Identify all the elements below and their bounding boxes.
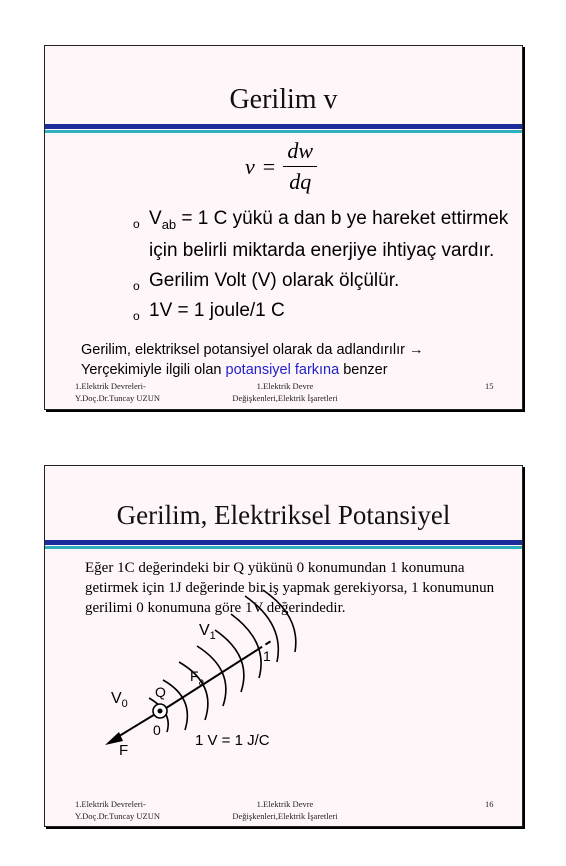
unit-equation: 1 V = 1 J/C bbox=[195, 732, 270, 749]
page-number: 15 bbox=[485, 381, 494, 391]
slide-title: Gerilim, Elektriksel Potansiyel bbox=[116, 500, 451, 530]
bullet-item bbox=[133, 268, 513, 294]
potential-difference-link[interactable]: potansiyel farkına bbox=[225, 362, 340, 378]
arc bbox=[231, 614, 261, 678]
slide-16 bbox=[44, 465, 523, 827]
slide-15 bbox=[44, 45, 523, 410]
bullet-circle-icon: o bbox=[133, 278, 140, 293]
page-number: 16 bbox=[485, 799, 494, 809]
equipotential-arcs bbox=[149, 590, 296, 732]
label-position-0: 0 bbox=[153, 722, 161, 738]
bullet-text: 1V = 1 joule/1 C bbox=[149, 299, 285, 321]
definition-paragraph: Eğer 1C değerindeki bir Q yükünü 0 konumundan 1 konumuna getirmek için 1J değerinde bir iş yapmak gerekiyorsa, 1 konumunun gerilimi 0 konumuna göre 1V değerindedir. bbox=[85, 560, 495, 616]
formula-numerator: dw bbox=[287, 138, 314, 163]
label-v0: $V_0$ bbox=[111, 690, 128, 711]
footer-author: 1.Elektrik Devreleri- Y.Doç.Dr.Tuncay UZUN bbox=[75, 381, 160, 403]
note-line-1: Gerilim, elektriksel potansiyel olarak da adlandırılır → bbox=[81, 342, 424, 358]
arc bbox=[163, 680, 187, 730]
slide-title: Gerilim v bbox=[229, 84, 338, 115]
bullet-text: Gerilim Volt (V) olarak ölçülür. bbox=[149, 269, 400, 291]
label-fa: $F_a$ bbox=[190, 668, 205, 688]
label-f: F bbox=[119, 742, 129, 759]
bullet-circle-icon: o bbox=[133, 217, 140, 231]
charge-dot bbox=[158, 709, 163, 714]
bullet-list bbox=[133, 206, 513, 328]
bullet-circle-icon: o bbox=[133, 308, 140, 323]
label-v1: $V_1$ bbox=[199, 622, 216, 643]
formula-denominator: dq bbox=[289, 169, 312, 194]
formula-equals: = bbox=[262, 153, 276, 179]
label-q: Q bbox=[155, 684, 166, 700]
slide-note bbox=[81, 340, 521, 380]
footer-author: 1.Elektrik Devreleri- Y.Doç.Dr.Tuncay UZUN bbox=[75, 799, 160, 821]
footer-course: 1.Elektrik Devre Değişkenleri,Elektrik İşaretleri bbox=[232, 381, 338, 403]
potential-diagram bbox=[45, 466, 524, 828]
title-underline-blue bbox=[45, 124, 522, 129]
bullet-item bbox=[133, 298, 513, 324]
note-line-2: Yerçekimiyle ilgili olan potansiyel farkına benzer bbox=[81, 362, 388, 378]
label-position-1: 1 bbox=[263, 648, 271, 664]
bullet-text: $V_{ab} = 1$ C yükü a dan b ye hareket ettirmek için belirli miktarda enerjiye ihtiyaç vardır. bbox=[149, 208, 509, 261]
arc bbox=[245, 596, 278, 662]
fraction-bar bbox=[283, 166, 317, 167]
bullet-item bbox=[133, 206, 513, 264]
formula-lhs: v bbox=[245, 153, 255, 179]
voltage-formula bbox=[245, 138, 317, 195]
footer-course: 1.Elektrik Devre Değişkenleri,Elektrik İşaretleri bbox=[232, 799, 338, 821]
title-underline-cyan bbox=[45, 130, 522, 133]
formula-fraction bbox=[283, 138, 317, 195]
